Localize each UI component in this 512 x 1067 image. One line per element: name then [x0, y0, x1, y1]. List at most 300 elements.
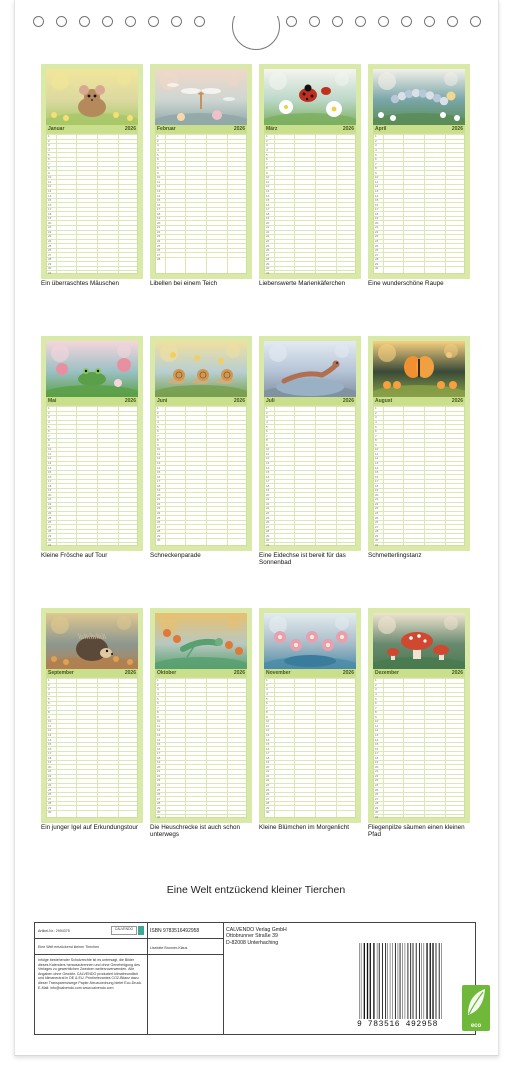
- day-number: 4: [157, 148, 159, 153]
- day-row: [374, 751, 464, 752]
- month-year: 2026: [124, 398, 136, 404]
- day-number: 1: [375, 134, 377, 139]
- day-number: 19: [375, 488, 379, 493]
- column-line: [185, 406, 186, 545]
- day-row: [47, 470, 137, 471]
- month-year: 2026: [124, 670, 136, 676]
- day-row: [374, 429, 464, 430]
- column-line: [315, 134, 316, 273]
- day-row: [374, 148, 464, 149]
- day-number: 4: [375, 148, 377, 153]
- day-row: [156, 705, 246, 706]
- day-row: [47, 774, 137, 775]
- day-number: 1: [48, 406, 50, 411]
- month-sheet: [259, 336, 361, 551]
- day-row: [265, 465, 355, 466]
- day-row: [47, 479, 137, 480]
- day-number: 5: [266, 424, 268, 429]
- day-row: [47, 538, 137, 539]
- day-row: [265, 243, 355, 244]
- day-row: [374, 474, 464, 475]
- day-row: [156, 814, 246, 815]
- month-caption: Kleine Frösche auf Tour: [41, 552, 108, 559]
- day-number: 27: [266, 252, 270, 257]
- day-number: 21: [157, 497, 161, 502]
- day-number: 14: [375, 465, 379, 470]
- day-grid: [155, 405, 247, 546]
- day-grid: [373, 677, 465, 818]
- column-line: [185, 134, 186, 273]
- day-number: 4: [157, 692, 159, 697]
- day-number: 30: [157, 538, 161, 543]
- day-row: [265, 683, 355, 684]
- info-column-barcode: [329, 923, 482, 1034]
- day-row: [47, 211, 137, 212]
- day-number: 8: [157, 710, 159, 715]
- day-row: [265, 451, 355, 452]
- day-number: 28: [266, 529, 270, 534]
- day-row: [156, 733, 246, 734]
- day-number: 5: [157, 696, 159, 701]
- day-number: 20: [375, 492, 379, 497]
- month-sheet: [150, 64, 252, 279]
- day-number: 2: [48, 138, 50, 143]
- day-row: [374, 415, 464, 416]
- day-row: [47, 810, 137, 811]
- month-photo: [46, 69, 138, 125]
- day-row: [156, 243, 246, 244]
- day-number: 30: [375, 538, 379, 543]
- day-number: 20: [48, 492, 52, 497]
- day-number: 21: [266, 225, 270, 230]
- day-row: [374, 411, 464, 412]
- day-number: 27: [375, 524, 379, 529]
- day-number: 24: [266, 783, 270, 787]
- day-row: [265, 230, 355, 231]
- day-number: 15: [157, 470, 161, 475]
- eco-badge: [462, 985, 490, 1031]
- day-row: [265, 542, 355, 543]
- day-number: 20: [157, 220, 161, 225]
- calvendo-logo-mark: [138, 926, 144, 935]
- month-year: 2026: [451, 670, 463, 676]
- day-number: 10: [266, 175, 270, 180]
- day-number: 7: [157, 161, 159, 166]
- day-row: [265, 705, 355, 706]
- day-row: [374, 438, 464, 439]
- day-number: 7: [266, 433, 268, 438]
- day-number: 22: [157, 773, 161, 778]
- month-caption: Fliegenpilze säumen einen kleinen Pfad: [368, 824, 465, 839]
- month-name: August: [375, 398, 393, 404]
- day-row: [265, 270, 355, 271]
- day-row: [265, 175, 355, 176]
- day-number: 7: [375, 161, 377, 166]
- day-number: 2: [375, 138, 377, 143]
- day-row: [156, 696, 246, 697]
- column-line: [383, 678, 384, 817]
- day-grid: [264, 405, 356, 546]
- binding-hole: [378, 16, 389, 27]
- day-number: 8: [266, 438, 268, 443]
- day-number: 28: [375, 257, 379, 262]
- column-line: [118, 134, 119, 273]
- day-number: 27: [266, 524, 270, 529]
- day-number: 7: [157, 705, 159, 710]
- day-number: 10: [266, 447, 270, 452]
- day-row: [374, 257, 464, 258]
- day-row: [265, 733, 355, 734]
- day-number: 24: [375, 783, 379, 787]
- day-number: 26: [48, 248, 52, 253]
- day-number: 15: [266, 470, 270, 475]
- day-row: [156, 465, 246, 466]
- month-header: [264, 669, 356, 677]
- day-row: [265, 751, 355, 752]
- day-row: [265, 723, 355, 724]
- day-number: 1: [157, 134, 159, 139]
- day-row: [374, 502, 464, 503]
- column-line: [336, 134, 337, 273]
- day-number: 27: [48, 796, 52, 801]
- day-number: 13: [157, 732, 161, 737]
- day-number: 15: [266, 742, 270, 747]
- day-row: [374, 243, 464, 244]
- day-number: 8: [375, 710, 377, 715]
- day-row: [47, 461, 137, 462]
- month-photo: [373, 341, 465, 397]
- day-number: 28: [266, 801, 270, 806]
- day-number: 8: [48, 710, 50, 715]
- day-number: 27: [48, 524, 52, 529]
- column-line: [227, 406, 228, 545]
- day-row: [265, 216, 355, 217]
- day-row: [374, 175, 464, 176]
- day-row: [47, 719, 137, 720]
- day-number: 31: [157, 814, 161, 819]
- day-row: [265, 728, 355, 729]
- day-row: [47, 266, 137, 267]
- day-row: [156, 483, 246, 484]
- day-row: [156, 764, 246, 765]
- day-row: [374, 451, 464, 452]
- day-number: 30: [266, 810, 270, 815]
- day-row: [265, 474, 355, 475]
- day-number: 14: [266, 737, 270, 742]
- day-row: [374, 787, 464, 788]
- day-number: 11: [375, 723, 379, 728]
- day-number: 15: [266, 198, 270, 203]
- day-row: [374, 719, 464, 720]
- day-row: [265, 157, 355, 158]
- column-line: [97, 406, 98, 545]
- day-number: 20: [266, 492, 270, 497]
- day-number: 12: [375, 728, 379, 733]
- day-row: [374, 211, 464, 212]
- day-number: 28: [48, 529, 52, 534]
- month-photo: [46, 341, 138, 397]
- month-sheet: [41, 608, 143, 823]
- day-row: [156, 198, 246, 199]
- day-row: [374, 497, 464, 498]
- day-number: 19: [266, 216, 270, 221]
- day-number: 20: [266, 220, 270, 225]
- month-sheet: [41, 336, 143, 551]
- day-row: [265, 764, 355, 765]
- day-number: 30: [157, 810, 161, 815]
- day-number: 3: [157, 143, 159, 148]
- day-number: 18: [48, 211, 52, 216]
- day-number: 12: [157, 456, 161, 461]
- day-number: 8: [48, 166, 50, 171]
- day-number: 1: [266, 134, 268, 139]
- day-row: [265, 488, 355, 489]
- day-row: [374, 424, 464, 425]
- day-row: [265, 424, 355, 425]
- day-number: 19: [266, 760, 270, 765]
- month-header: [373, 397, 465, 405]
- day-row: [47, 248, 137, 249]
- day-row: [47, 166, 137, 167]
- month-year: 2026: [124, 126, 136, 132]
- day-row: [156, 692, 246, 693]
- binding-hole: [401, 16, 412, 27]
- day-row: [156, 479, 246, 480]
- day-row: [374, 442, 464, 443]
- day-number: 30: [48, 266, 52, 271]
- day-row: [156, 456, 246, 457]
- day-row: [47, 746, 137, 747]
- day-number: 1: [157, 406, 159, 411]
- day-number: 3: [375, 687, 377, 692]
- day-number: 5: [48, 696, 50, 701]
- day-number: 29: [48, 261, 52, 266]
- month-year: 2026: [233, 670, 245, 676]
- day-number: 6: [48, 429, 50, 434]
- month-photo: [264, 613, 356, 669]
- day-row: [265, 207, 355, 208]
- calvendo-logo: CALVENDO: [111, 926, 137, 935]
- day-number: 28: [375, 801, 379, 806]
- day-number: 5: [266, 152, 268, 157]
- column-line: [315, 678, 316, 817]
- day-number: 11: [157, 179, 161, 184]
- day-row: [265, 433, 355, 434]
- day-number: 18: [48, 483, 52, 488]
- day-number: 7: [48, 705, 50, 710]
- column-line: [424, 406, 425, 545]
- day-row: [47, 492, 137, 493]
- day-row: [374, 701, 464, 702]
- day-row: [374, 737, 464, 738]
- day-row: [156, 751, 246, 752]
- day-number: 21: [157, 225, 161, 230]
- day-row: [156, 805, 246, 806]
- day-row: [156, 783, 246, 784]
- day-number: 23: [375, 506, 379, 511]
- day-row: [156, 737, 246, 738]
- day-number: 12: [266, 456, 270, 461]
- day-number: 6: [266, 701, 268, 706]
- day-row: [265, 678, 355, 679]
- month-sheet: [368, 608, 470, 823]
- day-number: 21: [266, 497, 270, 502]
- day-row: [265, 692, 355, 693]
- day-number: 29: [266, 805, 270, 810]
- day-row: [156, 248, 246, 249]
- day-row: [47, 701, 137, 702]
- day-number: 15: [48, 198, 52, 203]
- day-number: 23: [48, 778, 52, 783]
- day-number: 5: [48, 152, 50, 157]
- day-row: [47, 139, 137, 140]
- day-number: 4: [266, 692, 268, 697]
- day-row: [47, 170, 137, 171]
- month-header: [264, 125, 356, 133]
- day-number: 29: [375, 261, 379, 266]
- day-number: 15: [375, 198, 379, 203]
- day-number: 5: [375, 424, 377, 429]
- day-row: [374, 248, 464, 249]
- day-row: [374, 184, 464, 185]
- day-number: 10: [157, 175, 161, 180]
- column-line: [76, 678, 77, 817]
- day-number: 31: [48, 270, 52, 275]
- day-number: 26: [157, 248, 161, 253]
- day-row: [47, 502, 137, 503]
- day-number: 9: [48, 170, 50, 175]
- day-row: [156, 152, 246, 153]
- day-row: [156, 134, 246, 135]
- month-photo: [373, 69, 465, 125]
- day-row: [374, 696, 464, 697]
- column-line: [383, 134, 384, 273]
- day-number: 3: [375, 143, 377, 148]
- day-row: [374, 234, 464, 235]
- day-row: [265, 746, 355, 747]
- day-number: 17: [375, 207, 379, 212]
- info-block: [34, 922, 482, 1035]
- day-row: [156, 202, 246, 203]
- day-number: 10: [157, 447, 161, 452]
- day-row: [265, 202, 355, 203]
- day-number: 23: [375, 778, 379, 783]
- month-photo: [155, 341, 247, 397]
- day-number: 2: [375, 682, 377, 687]
- month-name: September: [48, 670, 74, 676]
- day-row: [265, 252, 355, 253]
- day-number: 29: [375, 805, 379, 810]
- day-number: 25: [375, 787, 379, 792]
- day-number: 18: [375, 211, 379, 216]
- month-year: 2026: [451, 398, 463, 404]
- day-row: [374, 801, 464, 802]
- day-row: [265, 148, 355, 149]
- binding-hole: [171, 16, 182, 27]
- month-caption: Schmetterlingstanz: [368, 552, 422, 559]
- column-line: [445, 134, 446, 273]
- day-number: 14: [375, 737, 379, 742]
- day-row: [374, 705, 464, 706]
- month-header: [155, 397, 247, 405]
- day-row: [374, 710, 464, 711]
- day-number: 12: [48, 728, 52, 733]
- day-number: 25: [157, 515, 161, 520]
- day-row: [265, 483, 355, 484]
- day-number: 13: [375, 460, 379, 465]
- day-row: [156, 529, 246, 530]
- article-row: [35, 923, 147, 939]
- day-row: [156, 207, 246, 208]
- month-year: 2026: [233, 398, 245, 404]
- leaf-icon: [462, 985, 490, 1019]
- month-sheet: [150, 608, 252, 823]
- day-row: [374, 447, 464, 448]
- day-row: [265, 442, 355, 443]
- day-row: [265, 406, 355, 407]
- day-row: [265, 429, 355, 430]
- day-number: 14: [157, 465, 161, 470]
- day-number: 21: [375, 225, 379, 230]
- day-row: [265, 760, 355, 761]
- day-number: 8: [375, 438, 377, 443]
- day-row: [374, 714, 464, 715]
- day-row: [265, 719, 355, 720]
- day-number: 27: [157, 524, 161, 529]
- day-row: [374, 252, 464, 253]
- day-row: [374, 778, 464, 779]
- day-row: [374, 420, 464, 421]
- day-row: [265, 261, 355, 262]
- day-row: [156, 230, 246, 231]
- day-grid: [264, 677, 356, 818]
- day-row: [265, 225, 355, 226]
- day-row: [156, 170, 246, 171]
- day-row: [374, 783, 464, 784]
- day-row: [156, 420, 246, 421]
- day-number: 26: [266, 520, 270, 525]
- day-number: 4: [48, 420, 50, 425]
- day-number: 2: [266, 682, 268, 687]
- day-row: [156, 755, 246, 756]
- footer-calendar-title: Eine Welt entzückend kleiner Tierchen: [38, 945, 100, 949]
- day-number: 31: [266, 542, 270, 547]
- day-row: [156, 175, 246, 176]
- day-row: [47, 184, 137, 185]
- day-row: [47, 406, 137, 407]
- day-number: 9: [375, 714, 377, 719]
- day-row: [47, 515, 137, 516]
- day-number: 26: [157, 792, 161, 797]
- day-number: 9: [48, 714, 50, 719]
- day-row: [156, 719, 246, 720]
- day-number: 14: [375, 193, 379, 198]
- day-number: 11: [48, 723, 52, 728]
- day-row: [265, 461, 355, 462]
- day-row: [265, 161, 355, 162]
- day-row: [374, 529, 464, 530]
- day-row: [156, 148, 246, 149]
- day-number: 16: [266, 746, 270, 751]
- day-row: [374, 728, 464, 729]
- day-row: [265, 533, 355, 534]
- day-number: 23: [266, 778, 270, 783]
- day-row: [374, 189, 464, 190]
- day-row: [47, 270, 137, 271]
- day-number: 12: [157, 728, 161, 733]
- day-row: [156, 760, 246, 761]
- day-number: 21: [48, 769, 52, 774]
